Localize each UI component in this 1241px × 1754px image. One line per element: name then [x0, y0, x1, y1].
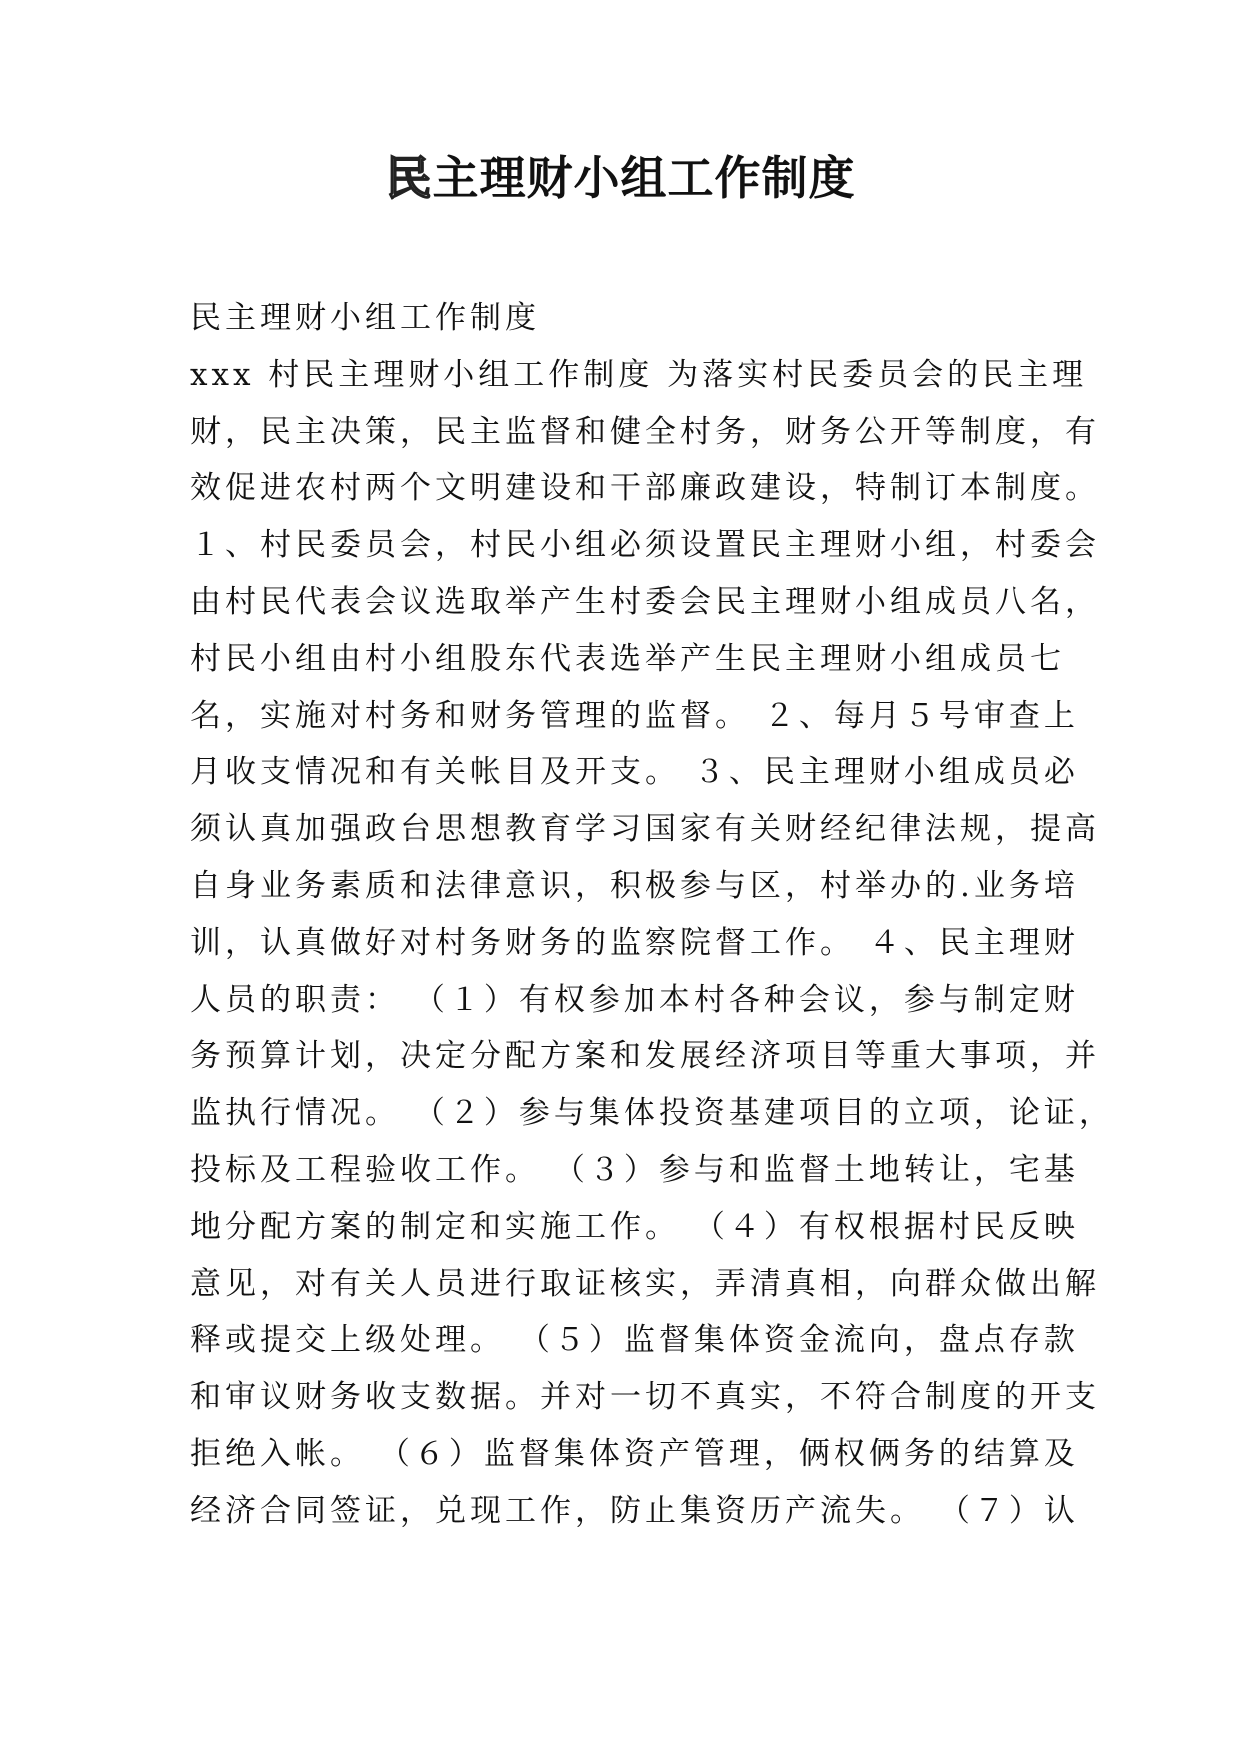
body-line: 和审议财务收支数据。并对一切不真实，不符合制度的开支 — [190, 1379, 1100, 1416]
title-outlined-char: 民 — [385, 151, 433, 205]
body-line: 投标及工程验收工作。 （３）参与和监督土地转让，宅基 — [190, 1151, 1079, 1188]
body-line: 监执行情况。 （２）参与集体投资基建项目的立项，论证， — [190, 1095, 1114, 1132]
document-body — [190, 290, 1114, 1540]
body-line: 效促进农村两个文明建设和干部廉政建设，特制订本制度。 — [190, 470, 1100, 507]
body-line: 由村民代表会议选取举产生村委会民主理财小组成员八名， — [190, 583, 1100, 620]
body-line: 财，民主决策，民主监督和健全村务，财务公开等制度，有 — [190, 413, 1100, 450]
body-line: 训，认真做好对村务财务的监察院督工作。 ４、民主理财 — [190, 924, 1079, 961]
body-line: 人员的职责： （１）有权参加本村各种会议，参与制定财 — [190, 981, 1079, 1018]
body-line: 地分配方案的制定和实施工作。 （４）有权根据村民反映 — [190, 1208, 1079, 1245]
body-line: 自身业务素质和法律意识，积极参与区，村举办的.业务培 — [190, 867, 1079, 904]
body-line: 村民小组由村小组股东代表选举产生民主理财小组成员七 — [190, 640, 1065, 677]
body-line: 经济合同签证，兑现工作，防止集资历产流失。 （７）认 — [190, 1492, 1079, 1529]
title-text: 主理财小组工作制度 — [432, 151, 856, 205]
page-title — [0, 148, 1241, 208]
body-line: １、村民委员会，村民小组必须设置民主理财小组，村委会 — [190, 527, 1100, 564]
body-line: 民主理财小组工作制度 — [190, 300, 540, 336]
body-line: 须认真加强政台思想教育学习国家有关财经纪律法规，提高 — [190, 811, 1100, 848]
body-line: 月收支情况和有关帐目及开支。 ３、民主理财小组成员必 — [190, 754, 1079, 791]
body-line: 名，实施对村务和财务管理的监督。 ２、每月５号审查上 — [190, 697, 1079, 734]
body-line: 释或提交上级处理。 （５）监督集体资金流向，盘点存款 — [190, 1322, 1079, 1359]
body-line: xxx 村民主理财小组工作制度 为落实村民委员会的民主理 — [190, 356, 1088, 393]
body-line: 拒绝入帐。 （６）监督集体资产管理，俩权俩务的结算及 — [190, 1435, 1079, 1472]
body-line: 意见，对有关人员进行取证核实，弄清真相，向群众做出解 — [190, 1265, 1100, 1302]
body-line: 务预算计划，决定分配方案和发展经济项目等重大事项，并 — [190, 1038, 1100, 1075]
